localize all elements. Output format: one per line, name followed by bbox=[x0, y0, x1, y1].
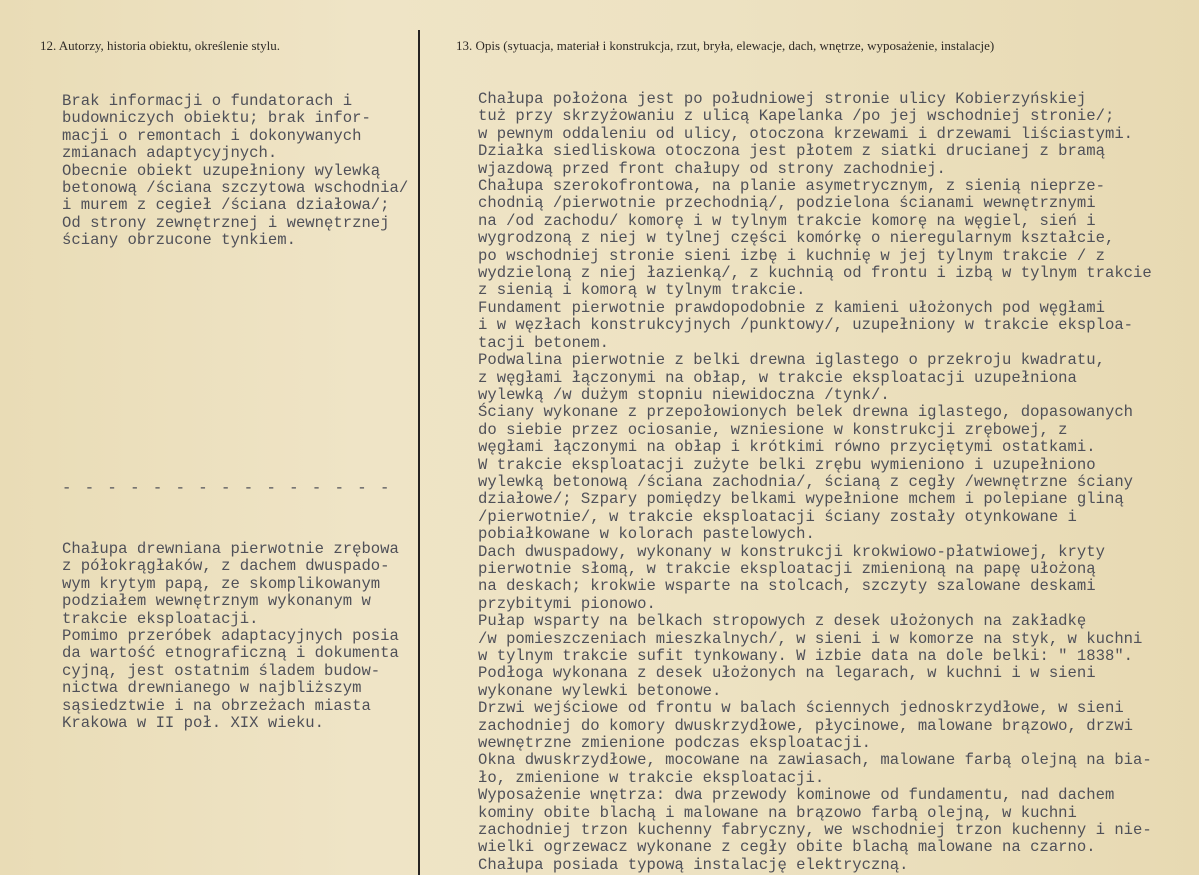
section-12-heading: 12. Autorzy, historia obiektu, określenie stylu. bbox=[40, 38, 280, 53]
authors-history-text: Brak informacji o fundatorach i budowniczych obiektu; brak infor- macji o remontach i dokonywanych zmianach adaptycyjnych. Obecnie obiekt uzupełniony wylewką betonową /ściana szczytowa wschodnia/ i murem z cegieł /ściana działowa/; Od strony zewnętrznej i wewnętrznej ściany obrzucone tynkiem. bbox=[62, 92, 409, 250]
description-text: Chałupa położona jest po południowej stronie ulicy Kobierzyńskiej tuż przy skrzyżowaniu z ulicą Kapelanka /po jej wschodniej stronie/; w pewnym oddaleniu od ulicy, otoczona krzewami i drzewami liściastymi. Działka siedliskowa otoczona jest płotem z siatki drucianej z bramą wjazdową przed front chałupy od strony zachodniej. Chałupa szerokofrontowa, na planie asymetrycznym, z sienią nieprze- chodnią /pierwotnie przechodnią/, podzielona ścianami wewnętrznymi na /od zachodu/ komorę i w tylnym trakcie komorę na węgiel, sień i wygrodzoną z niej w tylnej części komórkę o nieregularnym kształcie, po wschodniej stronie sieni izbę i kuchnię w jej tylnym trakcie / z wydzieloną z niej łazienką/, z kuchnią od frontu i izbą w tylnym trakcie z sienią i komorą w tylnym trakcie. Fundament pierwotnie prawdopodobnie z kamieni ułożonych pod węgłami i w węzłach konstrukcyjnych /punktowy/, uzupełniony w trakcie eksploa- tacji betonem. Podwalina pierwotnie z belki drewna iglastego o przekroju kwadratu, z węgłami łączonymi na obłap, w trakcie eksploatacji uzupełniona wylewką /w dużym stopniu niewidoczna /tynk/. Ściany wykonane z przepołowionych belek drewna iglastego, dopasowanych do siebie przez ociosanie, wzniesione w konstrukcji zrębowej, z węgłami łączonymi na obłap i krótkimi równo przyciętymi ostatkami. W trakcie eksploatacji zużyte belki zrębu wymieniono i uzupełniono wylewką betonową /ściana zachodnia/, ścianą z cegły /wewnętrzne ściany działowe/; Szpary pomiędzy belkami wypełnione mchem i polepiane gliną /pierwotnie/, w trakcie eksploatacji ściany zostały otynkowane i pobiałkowane w kolorach pastelowych. Dach dwuspadowy, wykonany w konstrukcji krokwiowo-płatwiowej, kryty pierwotnie słomą, w trakcie eksploatacji zmienioną na papę ułożoną na deskach; krokwie wsparte na stolcach, szczyty szalowane deskami przybitymi pionowo. Pułap wsparty na belkach stropowych z desek ułożonych na zakładkę /w pomieszczeniach mieszkalnych/, w sieni i w komorze na styk, w kuchni w tylnym trakcie sufit tynkowany. W izbie data na dole belki: " 1838". Podłoga wykonana z desek ułożonych na legarach, w kuchni i w sieni wykonane wylewki betonowe. Drzwi wejściowe od frontu w balach ściennych jednoskrzydłowe, w sieni zachodniej do komory dwuskrzydłowe, płycinowe, malowane brązowo, drzwi wewnętrzne zmienione podczas eksploatacji. Okna dwuskrzydłowe, mocowane na zawiasach, malowane farbą olejną na bia- ło, zmienione w trakcie eksploatacji. Wyposażenie wnętrza: dwa przewody kominowe od fundamentu, nad dachem kominy obite blachą i malowane na brązowo farbą olejną, w kuchni zachodniej trzon kuchenny fabryczny, we wschodniej trzon kuchenny i nie- wielki ogrzewacz wykonane z cegły obite blachą malowane na czarno. Chałupa posiada typową instalację elektryczną. bbox=[478, 90, 1152, 874]
column-divider bbox=[418, 30, 420, 875]
dashed-separator: - - - - - - - - - - - - - - - bbox=[62, 479, 392, 497]
style-assessment-text: Chałupa drewniana pierwotnie zrębowa z półokrągłaków, z dachem dwuspado- wym krytym papą, ze skomplikowanym podziałem wewnętrznym wykonanym w trakcie eksploatacji. Pomimo przeróbek adaptacyjnych posia da wartość etnograficzną i dokumenta cyjną, jest ostatnim śladem budow- nictwa drewnianego w najbliższym sąsiedztwie i na obrzeżach miasta Krakowa w II poł. XIX wieku. bbox=[62, 540, 399, 733]
section-13-heading: 13. Opis (sytuacja, materiał i konstrukcja, rzut, bryła, elewacje, dach, wnętrze, wyposażenie, instalacje) bbox=[456, 38, 995, 53]
